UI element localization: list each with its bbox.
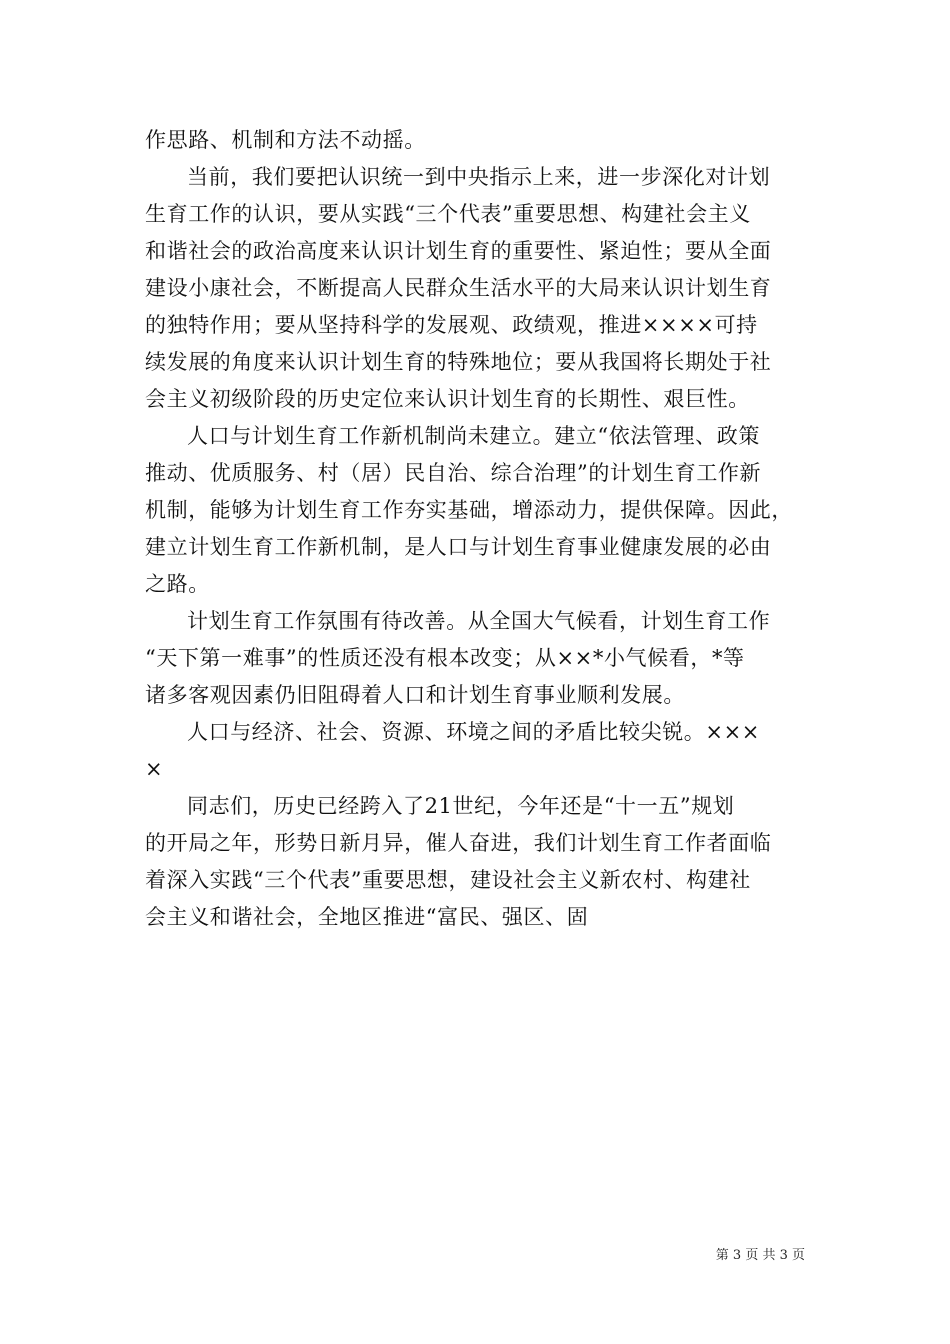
text-line: 之路。	[145, 572, 210, 596]
text-line: 当前，我们要把认识统一到中央指示上来，进一步深化对计划	[187, 165, 771, 189]
text-line: 续发展的角度来认识计划生育的特殊地位；要从我国将长期处于社	[145, 350, 772, 374]
text-line: 同志们，历史已经跨入了21世纪，今年还是“十一五”规划	[187, 794, 735, 818]
body-text	[145, 122, 825, 936]
text-line: ×	[145, 757, 164, 781]
text-line: 和谐社会的政治高度来认识计划生育的重要性、紧迫性；要从全面	[145, 239, 772, 263]
text-line: “天下第一难事”的性质还没有根本改变；从××*小气候看，*等	[145, 646, 745, 670]
text-line: 诸多客观因素仍旧阻碍着人口和计划生育事业顺利发展。	[145, 683, 685, 707]
text-line: 计划生育工作氛围有待改善。从全国大气候看，计划生育工作	[187, 609, 771, 633]
page-footer: 第 3 页 共 3 页	[715, 1248, 805, 1263]
text-line: 建立计划生育工作新机制，是人口与计划生育事业健康发展的必由	[145, 535, 772, 559]
text-line: 会主义初级阶段的历史定位来认识计划生育的长期性、艰巨性。	[145, 387, 750, 411]
text-line: 机制，能够为计划生育工作夯实基础，增添动力，提供保障。因此，	[145, 498, 793, 522]
text-line: 推动、优质服务、村（居）民自治、综合治理”的计划生育工作新	[145, 461, 762, 485]
text-line: 的开局之年，形势日新月异，催人奋进，我们计划生育工作者面临	[145, 831, 772, 855]
text-line: 着深入实践“三个代表”重要思想，建设社会主义新农村、构建社	[145, 868, 751, 892]
text-line: 生育工作的认识，要从实践“三个代表”重要思想、构建社会主义	[145, 202, 751, 226]
text-line: 的独特作用；要从坚持科学的发展观、政绩观，推进××××可持	[145, 313, 758, 337]
text-line: 会主义和谐社会，全地区推进“富民、强区、固	[145, 905, 589, 929]
text-line: 人口与计划生育工作新机制尚未建立。建立“依法管理、政策	[187, 424, 760, 448]
text-line: 作思路、机制和方法不动摇。	[145, 128, 426, 152]
text-line: 建设小康社会，不断提高人民群众生活水平的大局来认识计划生育	[145, 276, 772, 300]
text-line: 人口与经济、社会、资源、环境之间的矛盾比较尖锐。×××	[187, 720, 760, 744]
